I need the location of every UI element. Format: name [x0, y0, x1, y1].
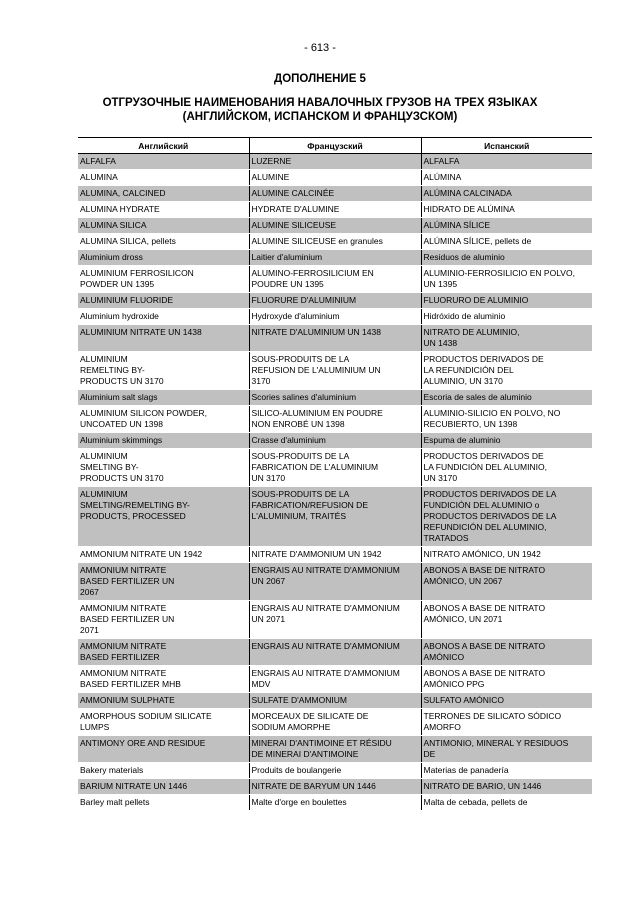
cell-spanish	[421, 266, 592, 293]
cell-text-english: Aluminium hydroxide	[80, 311, 159, 321]
table-row	[78, 487, 592, 547]
cell-spanish	[421, 352, 592, 390]
table-row	[78, 601, 592, 639]
cell-spanish	[421, 563, 592, 601]
cell-english	[78, 154, 249, 170]
table-row	[78, 795, 592, 811]
cell-text-spanish: PRODUCTOS DERIVADOS DE LA REFUNDICIÓN DEL ALUMINIO, UN 3170	[423, 354, 544, 386]
cell-english	[78, 202, 249, 218]
cell-text-english: ALUMINA	[80, 172, 118, 182]
table-row	[78, 433, 592, 449]
cell-french	[249, 639, 421, 666]
cell-text-spanish: SULFATO AMÓNICO	[423, 695, 504, 705]
cell-english	[78, 709, 249, 736]
cell-english	[78, 325, 249, 352]
cell-text-french: ENGRAIS AU NITRATE D'AMMONIUM	[251, 641, 400, 651]
cell-text-spanish: ALFALFA	[423, 156, 460, 166]
cell-text-french: NITRATE DE BARYUM UN 1446	[251, 781, 376, 791]
cell-text-english: Barley malt pellets	[80, 797, 150, 807]
cell-english	[78, 666, 249, 693]
table-row	[78, 250, 592, 266]
cell-text-spanish: ALUMINIO-SILICIO EN POLVO, NO RECUBIERTO, UN 1398	[423, 408, 561, 429]
cell-text-spanish: TERRONES DE SILICATO SÓDICO AMORFO	[423, 711, 562, 732]
cell-text-english: ALUMINIUM SMELTING BY- PRODUCTS UN 3170	[80, 451, 164, 483]
cell-text-english: ALUMINIUM SMELTING/REMELTING BY- PRODUCTS, PROCESSED	[80, 489, 190, 521]
cell-text-french: SOUS-PRODUITS DE LA FABRICATION DE L'ALUMINIUM UN 3170	[251, 451, 379, 483]
cell-english	[78, 266, 249, 293]
cell-text-spanish: ABONOS A BASE DE NITRATO AMÓNICO PPG	[423, 668, 546, 689]
cell-text-spanish: ALÚMINA SÍLICE	[423, 220, 491, 230]
table-row	[78, 325, 592, 352]
cell-english	[78, 736, 249, 763]
cell-text-french: Produits de boulangerie	[251, 765, 342, 775]
cell-english	[78, 639, 249, 666]
cell-text-english: Aluminium salt slags	[80, 392, 158, 402]
cargo-names-table	[78, 137, 592, 811]
cell-text-spanish: Residuos de aluminio	[423, 252, 505, 262]
cell-text-english: ALUMINIUM FLUORIDE	[80, 295, 174, 305]
cell-text-french: Scories salines d'aluminium	[251, 392, 357, 402]
table-row	[78, 693, 592, 709]
cell-english	[78, 779, 249, 795]
cell-text-french: NITRATE D'ALUMINIUM UN 1438	[251, 327, 381, 337]
cell-spanish	[421, 666, 592, 693]
cell-french	[249, 779, 421, 795]
table-row	[78, 763, 592, 779]
table-row	[78, 390, 592, 406]
cell-text-french: ENGRAIS AU NITRATE D'AMMONIUM UN 2071	[251, 603, 400, 624]
cell-spanish	[421, 154, 592, 170]
cell-english	[78, 563, 249, 601]
cell-spanish	[421, 234, 592, 250]
cell-spanish	[421, 309, 592, 325]
cell-english	[78, 763, 249, 779]
cell-english	[78, 601, 249, 639]
cell-text-english: BARIUM NITRATE UN 1446	[80, 781, 188, 791]
cell-text-english: AMMONIUM NITRATE UN 1942	[80, 549, 203, 559]
cell-text-french: SOUS-PRODUITS DE LA REFUSION DE L'ALUMINIUM UN 3170	[251, 354, 381, 386]
cell-text-french: ALUMINE	[251, 172, 290, 182]
cell-text-french: SOUS-PRODUITS DE LA FABRICATION/REFUSION DE L'ALUMINIUM, TRAITÉS	[251, 489, 368, 521]
cell-french	[249, 186, 421, 202]
cell-french	[249, 170, 421, 186]
cell-spanish	[421, 390, 592, 406]
cell-text-spanish: ABONOS A BASE DE NITRATO AMÓNICO	[423, 641, 546, 662]
cell-french	[249, 154, 421, 170]
cell-spanish	[421, 547, 592, 563]
cell-text-french: ALUMINE SILICEUSE en granules	[251, 236, 383, 246]
cell-spanish	[421, 325, 592, 352]
table-row	[78, 709, 592, 736]
cell-french	[249, 266, 421, 293]
column-header-english: Английский	[78, 138, 249, 154]
cell-english	[78, 352, 249, 390]
cell-text-french: Hydroxyde d'aluminium	[251, 311, 340, 321]
cell-spanish	[421, 763, 592, 779]
cell-french	[249, 250, 421, 266]
cell-french	[249, 293, 421, 309]
cell-french	[249, 433, 421, 449]
cell-text-spanish: Malta de cebada, pellets de	[423, 797, 528, 807]
cell-spanish	[421, 736, 592, 763]
cell-french	[249, 352, 421, 390]
cell-text-french: NITRATE D'AMMONIUM UN 1942	[251, 549, 382, 559]
cell-text-french: FLUORURE D'ALUMINIUM	[251, 295, 357, 305]
cell-french	[249, 218, 421, 234]
cell-text-spanish: ABONOS A BASE DE NITRATO AMÓNICO, UN 2071	[423, 603, 546, 624]
cell-english	[78, 406, 249, 433]
cell-spanish	[421, 487, 592, 547]
document-heading	[60, 96, 580, 124]
cell-english	[78, 390, 249, 406]
cell-french	[249, 449, 421, 487]
table-row	[78, 170, 592, 186]
cell-text-english: AMMONIUM SULPHATE	[80, 695, 175, 705]
cell-text-english: ALUMINIUM SILICON POWDER, UNCOATED UN 1398	[80, 408, 208, 429]
cell-spanish	[421, 779, 592, 795]
cell-text-english: AMMONIUM NITRATE BASED FERTILIZER MHB	[80, 668, 181, 689]
cell-french	[249, 601, 421, 639]
cell-spanish	[421, 250, 592, 266]
cell-text-english: AMORPHOUS SODIUM SILICATE LUMPS	[80, 711, 212, 732]
cell-french	[249, 563, 421, 601]
cell-spanish	[421, 795, 592, 811]
cell-french	[249, 547, 421, 563]
cell-text-french: ALUMINO-FERROSILICIUM EN POUDRE UN 1395	[251, 268, 374, 289]
cell-english	[78, 449, 249, 487]
cell-english	[78, 234, 249, 250]
cell-text-spanish: PRODUCTOS DERIVADOS DE LA FUNDICIÓN DEL ALUMINIO o PRODUCTOS DERIVADOS DE LA REFUNDICIÓN DEL ALUMINIO, TRATADOS	[423, 489, 557, 543]
table-row	[78, 186, 592, 202]
cell-text-spanish: PRODUCTOS DERIVADOS DE LA FUNDICIÓN DEL ALUMINIO, UN 3170	[423, 451, 547, 483]
cell-english	[78, 293, 249, 309]
table-header-row	[78, 138, 592, 154]
cell-text-english: AMMONIUM NITRATE BASED FERTILIZER UN 2071	[80, 603, 175, 635]
table-row	[78, 352, 592, 390]
cell-text-french: ALUMINE CALCINÉE	[251, 188, 335, 198]
cell-text-french: ENGRAIS AU NITRATE D'AMMONIUM MDV	[251, 668, 400, 689]
table-row	[78, 736, 592, 763]
cell-text-spanish: Hidróxido de aluminio	[423, 311, 506, 321]
cell-english	[78, 218, 249, 234]
cell-french	[249, 763, 421, 779]
cell-english	[78, 250, 249, 266]
cell-text-english: Bakery materials	[80, 765, 144, 775]
cell-text-english: ALFALFA	[80, 156, 116, 166]
cell-english	[78, 309, 249, 325]
cell-english	[78, 170, 249, 186]
cell-english	[78, 547, 249, 563]
cell-text-spanish: NITRATO AMÓNICO, UN 1942	[423, 549, 541, 559]
cell-french	[249, 390, 421, 406]
document-heading-line-1: ОТГРУЗОЧНЫЕ НАИМЕНОВАНИЯ НАВАЛОЧНЫХ ГРУЗОВ НА ТРЕХ ЯЗЫКАХ	[102, 97, 538, 109]
cell-french	[249, 202, 421, 218]
cell-spanish	[421, 693, 592, 709]
page-number: - 613 -	[304, 42, 336, 54]
table-row	[78, 293, 592, 309]
cell-text-spanish: ALÚMINA	[423, 172, 462, 182]
cell-spanish	[421, 170, 592, 186]
cell-text-english: ALUMINIUM REMELTING BY- PRODUCTS UN 3170	[80, 354, 164, 386]
cell-text-spanish: ALÚMINA SÍLICE, pellets de	[423, 236, 532, 246]
cell-spanish	[421, 601, 592, 639]
table-row	[78, 266, 592, 293]
cell-text-spanish: Materias de panadería	[423, 765, 509, 775]
cell-text-english: ALUMINIUM NITRATE UN 1438	[80, 327, 202, 337]
cell-english	[78, 693, 249, 709]
cell-text-english: ANTIMONY ORE AND RESIDUE	[80, 738, 206, 748]
cell-spanish	[421, 202, 592, 218]
cell-french	[249, 666, 421, 693]
cell-english	[78, 186, 249, 202]
cell-spanish	[421, 218, 592, 234]
cell-text-french: LUZERNE	[251, 156, 292, 166]
cell-text-english: Aluminium skimmings	[80, 435, 163, 445]
cell-text-french: ALUMINE SILICEUSE	[251, 220, 337, 230]
table-row	[78, 547, 592, 563]
cell-text-english: ALUMINIUM FERROSILICON POWDER UN 1395	[80, 268, 194, 289]
cell-text-french: SILICO-ALUMINIUM EN POUDRE NON ENROBÉ UN 1398	[251, 408, 383, 429]
table-row	[78, 563, 592, 601]
cell-text-french: Laitier d'aluminium	[251, 252, 323, 262]
cell-text-spanish: ABONOS A BASE DE NITRATO AMÓNICO, UN 2067	[423, 565, 546, 586]
cell-text-english: ALUMINA SILICA	[80, 220, 147, 230]
cell-text-spanish: HIDRATO DE ALÚMINA	[423, 204, 515, 214]
cell-text-spanish: ALUMINIO-FERROSILICIO EN POLVO, UN 1395	[423, 268, 575, 289]
cell-text-french: HYDRATE D'ALUMINE	[251, 204, 340, 214]
cell-french	[249, 234, 421, 250]
table-row	[78, 666, 592, 693]
column-header-spanish: Испанский	[421, 138, 592, 154]
cell-spanish	[421, 186, 592, 202]
cell-text-spanish: ANTIMONIO, MINERAL Y RESIDUOS DE	[423, 738, 569, 759]
cell-text-english: ALUMINA HYDRATE	[80, 204, 160, 214]
table-row	[78, 406, 592, 433]
appendix-title: ДОПОЛНЕНИЕ 5	[274, 73, 366, 85]
table-row	[78, 639, 592, 666]
cell-english	[78, 795, 249, 811]
table-body	[78, 154, 592, 811]
cell-english	[78, 487, 249, 547]
cell-text-english: AMMONIUM NITRATE BASED FERTILIZER	[80, 641, 167, 662]
cell-text-spanish: Espuma de aluminio	[423, 435, 501, 445]
cell-english	[78, 433, 249, 449]
cell-text-spanish: ALÚMINA CALCINADA	[423, 188, 512, 198]
cell-text-french: Crasse d'aluminium	[251, 435, 326, 445]
cell-text-spanish: NITRATO DE ALUMINIO, UN 1438	[423, 327, 520, 348]
table-row	[78, 779, 592, 795]
cell-french	[249, 325, 421, 352]
column-header-french: Французский	[249, 138, 421, 154]
cell-french	[249, 736, 421, 763]
cell-spanish	[421, 433, 592, 449]
cell-text-french: MORCEAUX DE SILICATE DE SODIUM AMORPHE	[251, 711, 369, 732]
cell-french	[249, 709, 421, 736]
cell-spanish	[421, 709, 592, 736]
table-row	[78, 309, 592, 325]
cell-text-spanish: FLUORURO DE ALUMINIO	[423, 295, 529, 305]
cell-text-french: SULFATE D'AMMONIUM	[251, 695, 347, 705]
cell-french	[249, 693, 421, 709]
cell-text-spanish: NITRATO DE BARIO, UN 1446	[423, 781, 542, 791]
cell-text-french: MINERAI D'ANTIMOINE ET RÉSIDU DE MINERAI D'ANTIMOINE	[251, 738, 392, 759]
table-row	[78, 202, 592, 218]
table-row	[78, 218, 592, 234]
cell-french	[249, 309, 421, 325]
table-row	[78, 154, 592, 170]
cell-text-english: ALUMINA, CALCINED	[80, 188, 166, 198]
cell-spanish	[421, 406, 592, 433]
cell-french	[249, 795, 421, 811]
cell-text-english: ALUMINA SILICA, pellets	[80, 236, 176, 246]
cell-text-spanish: Escoria de sales de aluminio	[423, 392, 532, 402]
cell-spanish	[421, 639, 592, 666]
cell-french	[249, 487, 421, 547]
cell-text-french: ENGRAIS AU NITRATE D'AMMONIUM UN 2067	[251, 565, 400, 586]
cell-text-english: AMMONIUM NITRATE BASED FERTILIZER UN 2067	[80, 565, 175, 597]
cell-spanish	[421, 449, 592, 487]
cell-text-english: Aluminium dross	[80, 252, 143, 262]
table-row	[78, 449, 592, 487]
cell-spanish	[421, 293, 592, 309]
cell-french	[249, 406, 421, 433]
document-heading-line-2: (АНГЛИЙСКОМ, ИСПАНСКОМ И ФРАНЦУЗСКОМ)	[182, 111, 458, 123]
cell-text-french: Malte d'orge en boulettes	[251, 797, 347, 807]
table-row	[78, 234, 592, 250]
